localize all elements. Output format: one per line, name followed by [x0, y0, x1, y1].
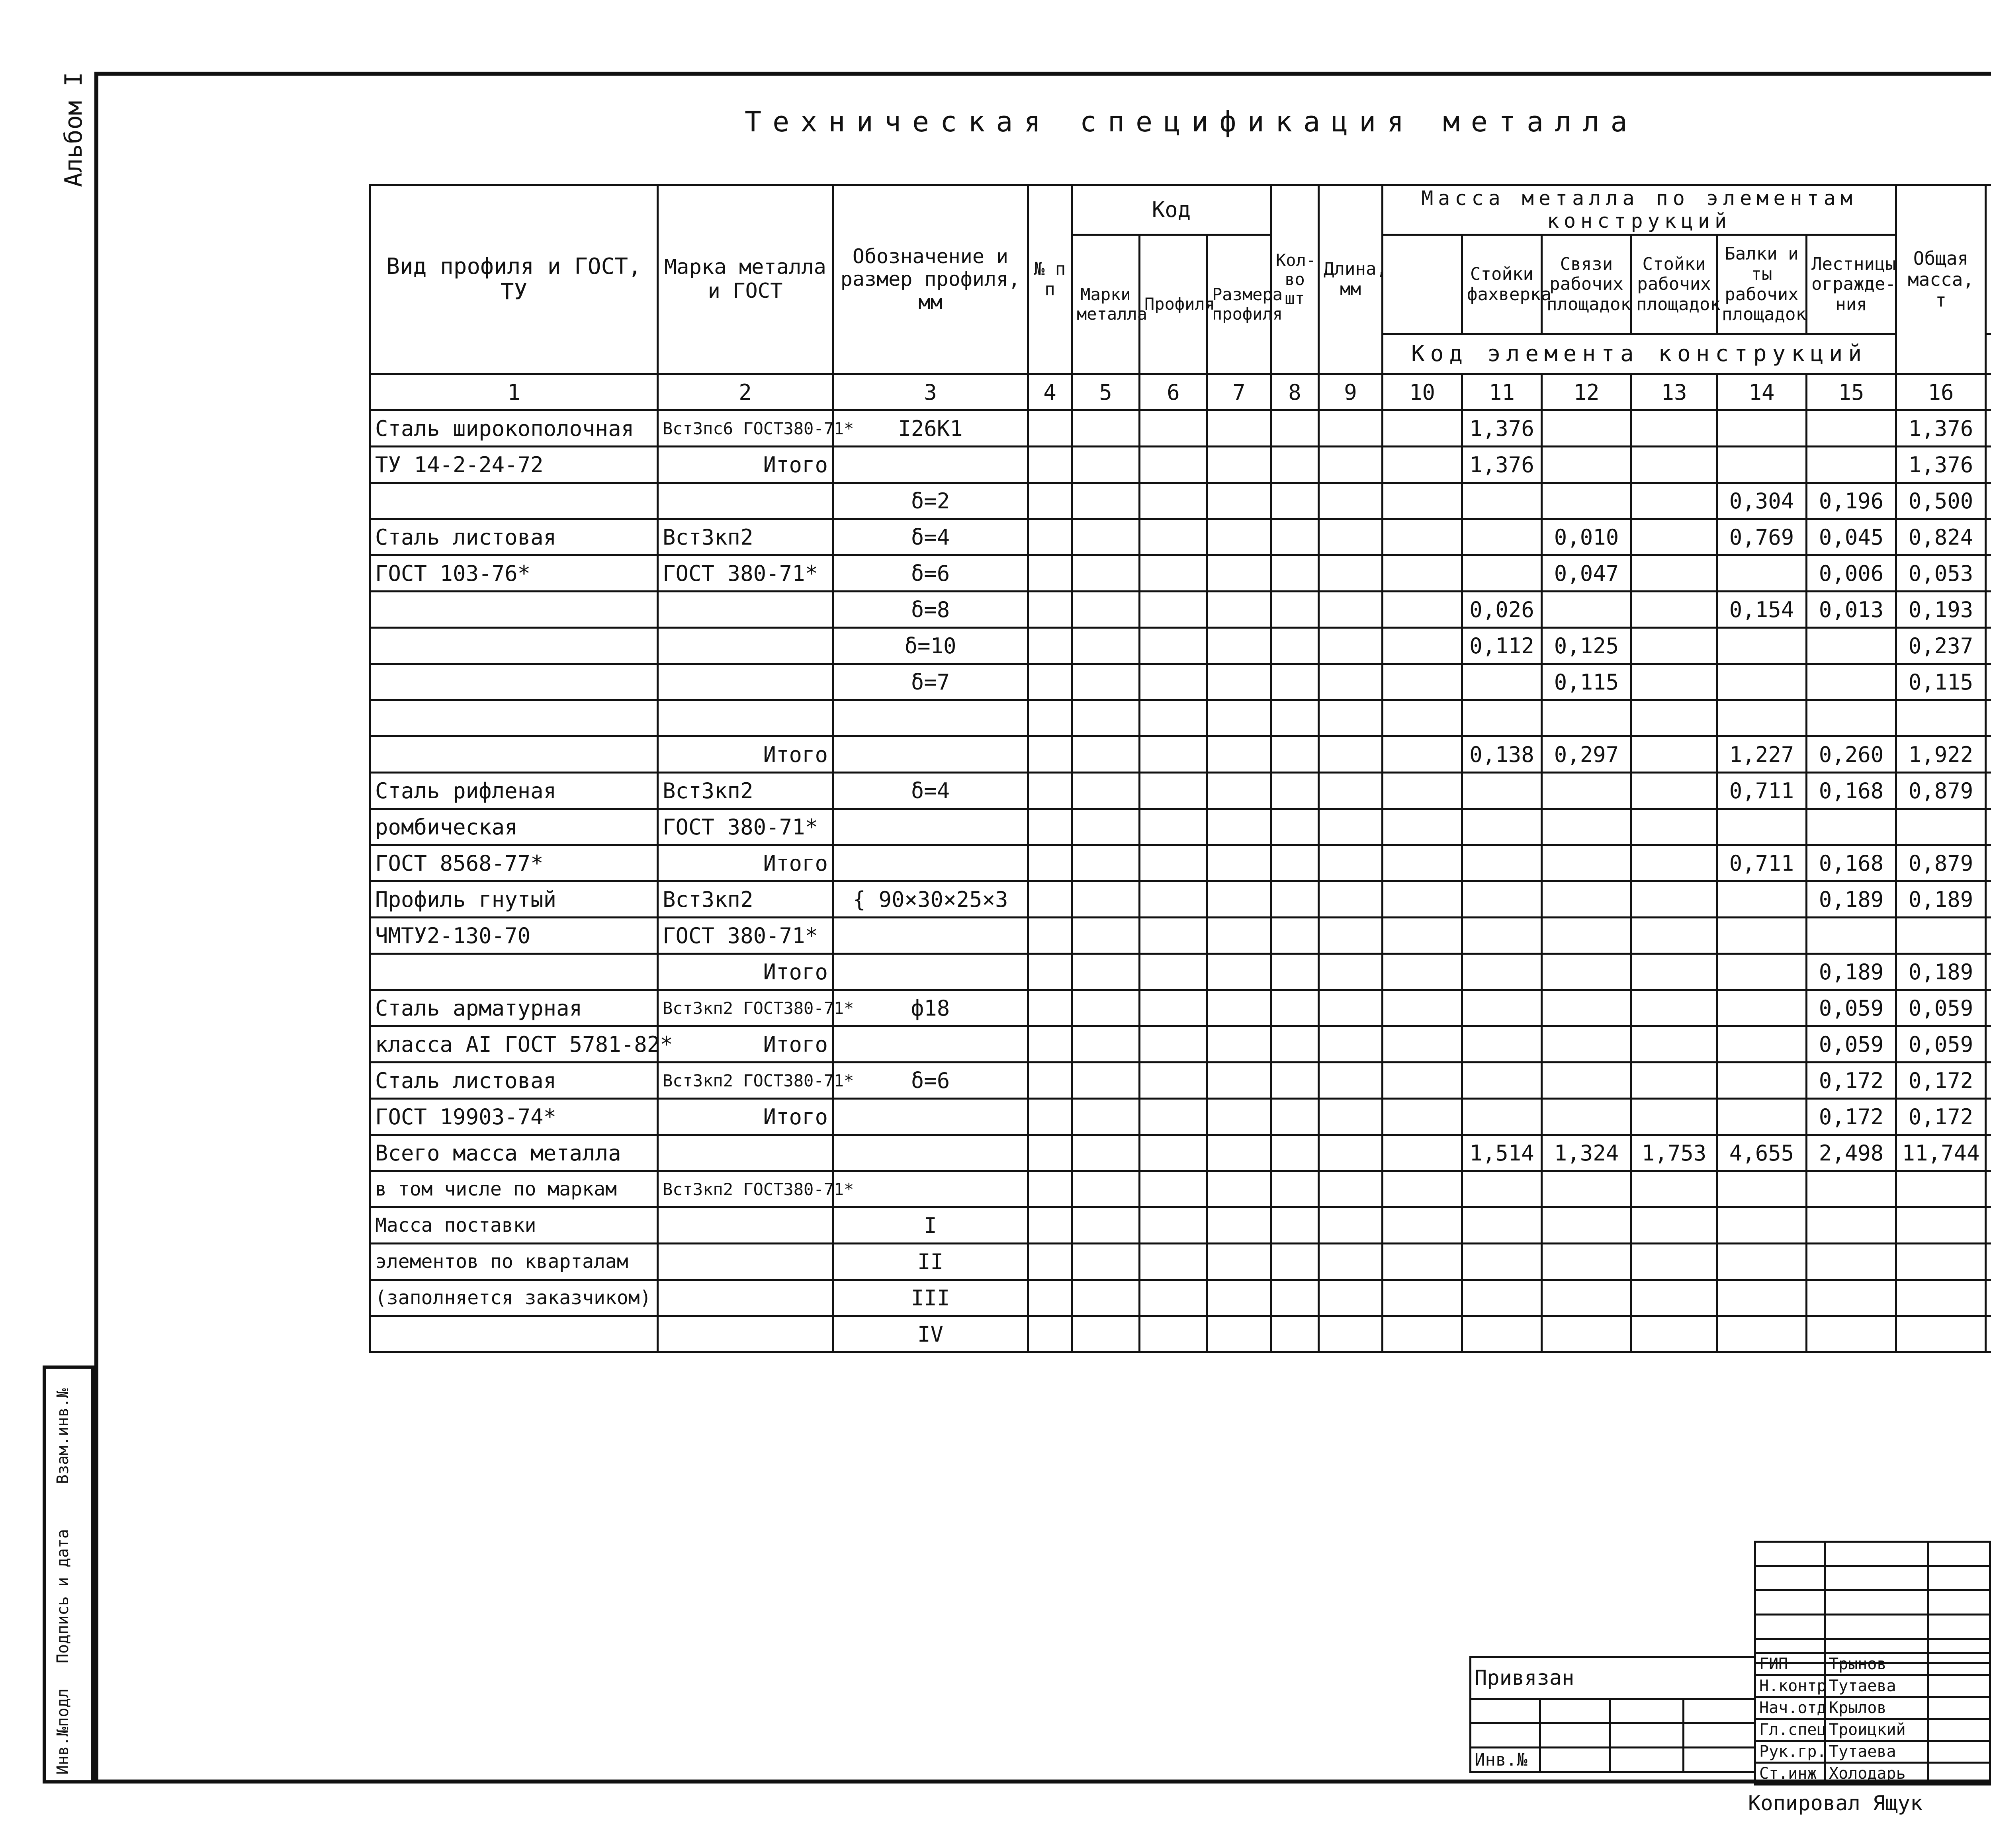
supply-quarter: IV — [833, 1316, 1028, 1352]
header-el13: Стойки рабочих площадок — [1631, 235, 1717, 334]
privyazan-label: Привязан — [1471, 1657, 1755, 1699]
table-row — [370, 700, 1991, 736]
cell-c14 — [1717, 809, 1807, 845]
cell-c14: 0,769 — [1717, 519, 1807, 555]
cell-c1: класса AI ГОСТ 5781-82* — [370, 1026, 658, 1063]
cell-c16: 0,879 — [1896, 773, 1986, 809]
supply-row — [370, 1280, 1991, 1316]
cell-c14 — [1717, 447, 1807, 483]
signature-name: Троицкий — [1825, 1719, 1928, 1741]
col-index-13: 13 — [1631, 374, 1717, 410]
supply-quarter: III — [833, 1280, 1028, 1316]
header-el10 — [1383, 235, 1462, 334]
signature-role: Н.контр — [1755, 1675, 1825, 1697]
col-index-10: 10 — [1383, 374, 1462, 410]
cell-c2 — [658, 664, 833, 700]
header-mass-group: Масса металла по элементам конструкций — [1383, 185, 1896, 235]
signature-row — [1755, 1697, 1991, 1719]
signature-role: Ст.инж — [1755, 1763, 1825, 1785]
cell-c16 — [1896, 918, 1986, 954]
cell-c2: ГОСТ 380-71* — [658, 809, 833, 845]
cell-c15 — [1807, 628, 1896, 664]
col-index-1: 1 — [370, 374, 658, 410]
cell-c15 — [1807, 447, 1896, 483]
totals-c16: 11,744 — [1896, 1135, 1986, 1171]
totals-c12: 1,324 — [1542, 1135, 1631, 1171]
cell-c15: 0,189 — [1807, 881, 1896, 918]
table-row — [370, 990, 1991, 1026]
cell-c15 — [1807, 664, 1896, 700]
cell-c14 — [1717, 954, 1807, 990]
table-row — [370, 1099, 1991, 1135]
cell-c15: 0,013 — [1807, 592, 1896, 628]
table-row — [370, 845, 1991, 881]
privyazan-table — [1469, 1656, 1756, 1773]
totals-label: Всего масса металла — [370, 1135, 658, 1171]
including-grade: Вст3кп2 ГОСТ380-71* — [658, 1171, 833, 1207]
supply-label: Масса поставки — [370, 1207, 658, 1244]
cell-c14 — [1717, 990, 1807, 1026]
cell-c12 — [1542, 1063, 1631, 1099]
totals-c14: 4,655 — [1717, 1135, 1807, 1171]
header-kod-marki: Марки металла — [1072, 235, 1140, 374]
signature-signature — [1928, 1763, 1990, 1785]
cell-c14: 0,304 — [1717, 483, 1807, 519]
cell-c3: δ=7 — [833, 664, 1028, 700]
cell-c15: 0,172 — [1807, 1099, 1896, 1135]
signature-name: Тутаева — [1825, 1675, 1928, 1697]
cell-c11 — [1462, 1026, 1542, 1063]
signature-signature — [1928, 1719, 1990, 1741]
cell-c16: 0,059 — [1896, 1026, 1986, 1063]
cell-c11: 1,376 — [1462, 447, 1542, 483]
cell-c1: Сталь рифленая — [370, 773, 658, 809]
cell-c2: ГОСТ 380-71* — [658, 918, 833, 954]
header-q1 — [1986, 334, 1991, 374]
cell-c14 — [1717, 700, 1807, 736]
cell-c15: 0,059 — [1807, 990, 1896, 1026]
copied-by: Копировал Ящук — [1748, 1791, 1923, 1815]
cell-c16 — [1896, 809, 1986, 845]
header-profile: Вид профиля и ГОСТ, ТУ — [370, 185, 658, 374]
cell-c15: 0,189 — [1807, 954, 1896, 990]
cell-c12 — [1542, 410, 1631, 447]
supply-row — [370, 1316, 1991, 1352]
cell-c12 — [1542, 483, 1631, 519]
cell-c2: Вст3кп2 ГОСТ380-71* — [658, 990, 833, 1026]
cell-c14: 0,154 — [1717, 592, 1807, 628]
vzam-label: Взам.инв.№ — [54, 1388, 72, 1484]
table-row — [370, 773, 1991, 809]
cell-c14: 1,227 — [1717, 736, 1807, 773]
table-row — [370, 1063, 1991, 1099]
cell-c11 — [1462, 555, 1542, 592]
cell-c11 — [1462, 809, 1542, 845]
col-index-8: 8 — [1271, 374, 1319, 410]
cell-c2: Итого — [658, 736, 833, 773]
header-el14: Балки и ты рабочих площадок — [1717, 235, 1807, 334]
signature-row — [1755, 1763, 1991, 1785]
cell-c11 — [1462, 483, 1542, 519]
including-label: в том числе по маркам — [370, 1171, 658, 1207]
signature-signature — [1928, 1741, 1990, 1763]
cell-c11: 1,376 — [1462, 410, 1542, 447]
page-title: Техническая спецификация металла — [745, 105, 1639, 138]
cell-c1: Сталь широкополочная — [370, 410, 658, 447]
cell-c11 — [1462, 954, 1542, 990]
cell-c2: Итого — [658, 1099, 833, 1135]
cell-c1: ГОСТ 8568-77* — [370, 845, 658, 881]
cell-c15 — [1807, 410, 1896, 447]
cell-c1: ГОСТ 19903-74* — [370, 1099, 658, 1135]
signature-name: Крылов — [1825, 1697, 1928, 1719]
table-row — [370, 519, 1991, 555]
cell-c1: Профиль гнутый — [370, 881, 658, 918]
cell-c2: Вст3кп2 — [658, 881, 833, 918]
supply-quarter: I — [833, 1207, 1028, 1244]
col-index-17 — [1986, 374, 1991, 410]
cell-c3 — [833, 1026, 1028, 1063]
cell-c1 — [370, 483, 658, 519]
cell-c1: ромбическая — [370, 809, 658, 845]
table-row — [370, 918, 1991, 954]
table-row — [370, 447, 1991, 483]
cell-c12 — [1542, 809, 1631, 845]
col-index-15: 15 — [1807, 374, 1896, 410]
signature-role: Гл.спец — [1755, 1719, 1825, 1741]
cell-c3 — [833, 447, 1028, 483]
supply-label: (заполняется заказчиком) — [370, 1280, 658, 1316]
podpis-label: Подпись и дата — [54, 1529, 72, 1663]
totals-c11: 1,514 — [1462, 1135, 1542, 1171]
cell-c16: 0,237 — [1896, 628, 1986, 664]
header-pp: № п п — [1028, 185, 1072, 374]
table-row — [370, 483, 1991, 519]
table-row — [370, 809, 1991, 845]
col-index-14: 14 — [1717, 374, 1807, 410]
col-index-12: 12 — [1542, 374, 1631, 410]
cell-c3: I26К1 — [833, 410, 1028, 447]
cell-c2 — [658, 700, 833, 736]
cell-c3 — [833, 1099, 1028, 1135]
signature-name: Трынов — [1825, 1653, 1928, 1675]
table-row — [370, 628, 1991, 664]
cell-c11 — [1462, 700, 1542, 736]
cell-c12 — [1542, 918, 1631, 954]
cell-c11 — [1462, 1099, 1542, 1135]
table-row — [370, 954, 1991, 990]
cell-c15: 0,006 — [1807, 555, 1896, 592]
cell-c12: 0,047 — [1542, 555, 1631, 592]
cell-c14 — [1717, 881, 1807, 918]
cell-c2: Итого — [658, 1026, 833, 1063]
supply-label: элементов по кварталам — [370, 1244, 658, 1280]
cell-c1 — [370, 700, 658, 736]
cell-c2 — [658, 483, 833, 519]
inv-podl-label: Инв.№подл — [54, 1688, 72, 1775]
supply-row — [370, 1207, 1991, 1244]
header-steel-grade: Марка металла и ГОСТ — [658, 185, 833, 374]
cell-c2: Вст3кп2 — [658, 519, 833, 555]
header-el12: Связи рабочих площадок — [1542, 235, 1631, 334]
cell-c11 — [1462, 918, 1542, 954]
cell-c3 — [833, 809, 1028, 845]
column-index-row — [370, 374, 1991, 410]
cell-c1: ЧМТУ2-130-70 — [370, 918, 658, 954]
signature-role: ГИП — [1755, 1653, 1825, 1675]
supply-row — [370, 1244, 1991, 1280]
header-designation: Обозначение и размер профиля, мм — [833, 185, 1028, 374]
cell-c14 — [1717, 1026, 1807, 1063]
cell-c2: Вст3кп2 — [658, 773, 833, 809]
col-index-16: 16 — [1896, 374, 1986, 410]
cell-c3 — [833, 918, 1028, 954]
cell-c11: 0,138 — [1462, 736, 1542, 773]
col-index-4: 4 — [1028, 374, 1072, 410]
cell-c12: 0,010 — [1542, 519, 1631, 555]
signature-signature — [1928, 1675, 1990, 1697]
cell-c16: 0,824 — [1896, 519, 1986, 555]
cell-c2: ГОСТ 380-71* — [658, 555, 833, 592]
cell-c2: Итого — [658, 845, 833, 881]
header-el11: Стойки фахверка — [1462, 235, 1542, 334]
cell-c12: 0,115 — [1542, 664, 1631, 700]
cell-c1: ТУ 14-2-24-72 — [370, 447, 658, 483]
cell-c2 — [658, 628, 833, 664]
signature-row — [1755, 1675, 1991, 1697]
cell-c15: 0,059 — [1807, 1026, 1896, 1063]
col-index-2: 2 — [658, 374, 833, 410]
cell-c1: Сталь листовая — [370, 1063, 658, 1099]
cell-c14 — [1717, 1063, 1807, 1099]
cell-c12 — [1542, 1099, 1631, 1135]
cell-c3 — [833, 700, 1028, 736]
revision-grid — [1754, 1541, 1991, 1664]
cell-c15 — [1807, 700, 1896, 736]
cell-c11 — [1462, 664, 1542, 700]
cell-c15: 0,260 — [1807, 736, 1896, 773]
cell-c16: 0,053 — [1896, 555, 1986, 592]
cell-c3 — [833, 954, 1028, 990]
cell-c14 — [1717, 628, 1807, 664]
cell-c16: 0,189 — [1896, 954, 1986, 990]
header-demand — [1986, 185, 1991, 334]
cell-c11: 0,112 — [1462, 628, 1542, 664]
cell-c15: 0,168 — [1807, 845, 1896, 881]
cell-c11 — [1462, 990, 1542, 1026]
cell-c3: δ=6 — [833, 1063, 1028, 1099]
cell-c12 — [1542, 1026, 1631, 1063]
cell-c16: 0,172 — [1896, 1063, 1986, 1099]
cell-c14 — [1717, 555, 1807, 592]
cell-c2: Вст3кп2 ГОСТ380-71* — [658, 1063, 833, 1099]
signature-role: Рук.гр. — [1755, 1741, 1825, 1763]
cell-c2: Вст3пс6 ГОСТ380-71* — [658, 410, 833, 447]
cell-c12 — [1542, 990, 1631, 1026]
cell-c12: 0,297 — [1542, 736, 1631, 773]
cell-c11 — [1462, 773, 1542, 809]
header-kod-razmera: Размера профиля — [1207, 235, 1271, 374]
totals-c15: 2,498 — [1807, 1135, 1896, 1171]
cell-c12 — [1542, 773, 1631, 809]
cell-c3: δ=8 — [833, 592, 1028, 628]
cell-c3: ф18 — [833, 990, 1028, 1026]
cell-c3 — [833, 736, 1028, 773]
cell-c16: 0,193 — [1896, 592, 1986, 628]
cell-c16: 0,189 — [1896, 881, 1986, 918]
cell-c11 — [1462, 881, 1542, 918]
cell-c12: 0,125 — [1542, 628, 1631, 664]
cell-c11 — [1462, 519, 1542, 555]
cell-c14 — [1717, 410, 1807, 447]
cell-c2: Итого — [658, 954, 833, 990]
cell-c3 — [833, 845, 1028, 881]
cell-c3: δ=4 — [833, 773, 1028, 809]
totals-c13: 1,753 — [1631, 1135, 1717, 1171]
cell-c16 — [1896, 700, 1986, 736]
table-row — [370, 592, 1991, 628]
table-row — [370, 664, 1991, 700]
cell-c16: 0,879 — [1896, 845, 1986, 881]
cell-c15 — [1807, 918, 1896, 954]
header-dlina: Длина, мм — [1319, 185, 1383, 374]
spec-table — [369, 184, 1991, 1353]
cell-c16: 1,922 — [1896, 736, 1986, 773]
cell-c11 — [1462, 1063, 1542, 1099]
cell-c16: 1,376 — [1896, 410, 1986, 447]
inv-label: Инв.№ — [1471, 1748, 1540, 1772]
cell-c3: δ=6 — [833, 555, 1028, 592]
cell-c1: Сталь листовая — [370, 519, 658, 555]
cell-c3: { 90×30×25×3 — [833, 881, 1028, 918]
header-el15: Лестницы огражде-ния — [1807, 235, 1896, 334]
cell-c16: 0,059 — [1896, 990, 1986, 1026]
cell-c14: 0,711 — [1717, 845, 1807, 881]
col-index-7: 7 — [1207, 374, 1271, 410]
cell-c15: 0,196 — [1807, 483, 1896, 519]
col-index-9: 9 — [1319, 374, 1383, 410]
album-label: Альбом I — [60, 72, 88, 187]
cell-c3: δ=10 — [833, 628, 1028, 664]
signature-row — [1755, 1719, 1991, 1741]
supply-quarter: II — [833, 1244, 1028, 1280]
header-total-mass: Общая масса, т — [1896, 185, 1986, 374]
col-index-6: 6 — [1140, 374, 1207, 410]
header-kod: Код — [1072, 185, 1271, 235]
cell-c16: 0,500 — [1896, 483, 1986, 519]
signature-signature — [1928, 1697, 1990, 1719]
cell-c15 — [1807, 809, 1896, 845]
signature-signature — [1928, 1653, 1990, 1675]
cell-c1 — [370, 954, 658, 990]
signature-row — [1755, 1741, 1991, 1763]
header-kod-elementa: Код элемента конструкций — [1383, 334, 1896, 374]
cell-c12 — [1542, 845, 1631, 881]
cell-c14 — [1717, 918, 1807, 954]
header-kol-vo: Кол-во шт — [1271, 185, 1319, 374]
cell-c14 — [1717, 1099, 1807, 1135]
signature-row — [1755, 1653, 1991, 1675]
cell-c2 — [658, 592, 833, 628]
cell-c15: 0,168 — [1807, 773, 1896, 809]
cell-c1 — [370, 628, 658, 664]
table-row — [370, 410, 1991, 447]
cell-c15: 0,172 — [1807, 1063, 1896, 1099]
cell-c2: Итого — [658, 447, 833, 483]
cell-c1 — [370, 736, 658, 773]
table-row — [370, 881, 1991, 918]
table-row — [370, 1026, 1991, 1063]
cell-c1: ГОСТ 103-76* — [370, 555, 658, 592]
cell-c16: 0,172 — [1896, 1099, 1986, 1135]
cell-c1: Сталь арматурная — [370, 990, 658, 1026]
cell-c11: 0,026 — [1462, 592, 1542, 628]
signature-role: Нач.отд — [1755, 1697, 1825, 1719]
cell-c14 — [1717, 664, 1807, 700]
cell-c3: δ=2 — [833, 483, 1028, 519]
signature-name: Холодарь — [1825, 1763, 1928, 1785]
cell-c11 — [1462, 845, 1542, 881]
cell-c12 — [1542, 700, 1631, 736]
cell-c1 — [370, 664, 658, 700]
cell-c1 — [370, 592, 658, 628]
cell-c12 — [1542, 881, 1631, 918]
cell-c3: δ=4 — [833, 519, 1028, 555]
col-index-11: 11 — [1462, 374, 1542, 410]
signature-name: Тутаева — [1825, 1741, 1928, 1763]
cell-c12 — [1542, 592, 1631, 628]
cell-c12 — [1542, 447, 1631, 483]
cell-c14: 0,711 — [1717, 773, 1807, 809]
signature-block — [1754, 1652, 1991, 1785]
col-index-3: 3 — [833, 374, 1028, 410]
cell-c15: 0,045 — [1807, 519, 1896, 555]
col-index-5: 5 — [1072, 374, 1140, 410]
table-row — [370, 736, 1991, 773]
cell-c16: 1,376 — [1896, 447, 1986, 483]
cell-c12 — [1542, 954, 1631, 990]
cell-c16: 0,115 — [1896, 664, 1986, 700]
header-kod-profilya: Профиля — [1140, 235, 1207, 374]
table-row — [370, 555, 1991, 592]
side-strip — [43, 1365, 94, 1784]
